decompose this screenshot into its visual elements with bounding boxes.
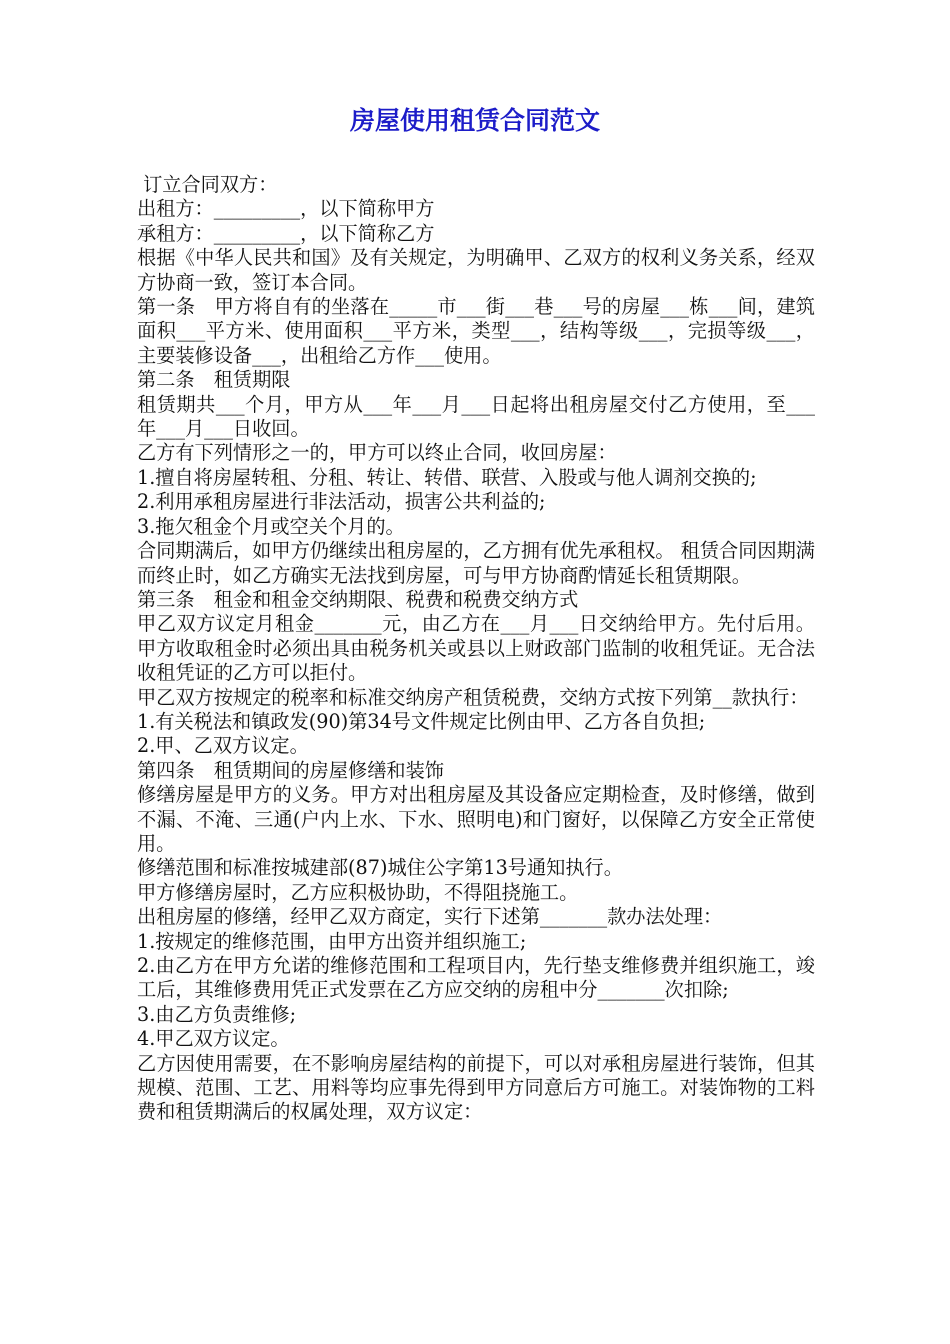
contract-paragraph: 3.由乙方负责维修; (137, 1002, 297, 1026)
contract-paragraph: 出租房屋的修缮，经甲乙双方商定，实行下述第_______款办法处理： (137, 905, 723, 929)
contract-paragraph: 甲方修缮房屋时，乙方应积极协助，不得阻挠施工。 (137, 880, 579, 904)
contract-paragraph: 合同期满后，如甲方仍继续出租房屋的，乙方拥有优先承租权。 租赁合同因期满而终止时，如乙方确实无法找到房屋，可与甲方协商酌情延长租赁期限。 (137, 539, 815, 587)
contract-paragraph: 订立合同双方： (137, 173, 278, 196)
document-title: 房屋使用租赁合同范文 (349, 106, 600, 135)
contract-paragraph: 修缮范围和标准按城建部(87)城住公字第13号通知执行。 (137, 856, 623, 880)
contract-paragraph: 第一条 甲方将自有的坐落在_____市___街___巷___号的房屋___栋___间，建筑面积___平方米、使用面积___平方米，类型___，结构等级___，完损等级___，主要装修设备___，出租给乙方作___使用。 (137, 295, 815, 367)
contract-paragraph: 1.按规定的维修范围，由甲方出资并组织施工; (137, 929, 527, 953)
contract-paragraph: 乙方有下列情形之一的，甲方可以终止合同，收回房屋： (137, 441, 617, 465)
contract-paragraph: 修缮房屋是甲方的义务。甲方对出租房屋及其设备应定期检查，及时修缮，做到不漏、不淹、三通(户内上水、下水、照明电)和门窗好，以保障乙方安全正常使用。 (137, 783, 815, 855)
contract-paragraph: 承租方：_________，以下简称乙方 (137, 221, 435, 245)
contract-paragraph: 第四条 租赁期间的房屋修缮和装饰 (137, 758, 444, 782)
contract-paragraph: 乙方因使用需要，在不影响房屋结构的前提下，可以对承租房屋进行装饰，但其规模、范围、工艺、用料等均应事先得到甲方同意后方可施工。对装饰物的工料费和租赁期满后的权属处理，双方议定： (137, 1051, 815, 1124)
contract-paragraph: 第三条 租金和租金交纳期限、税费和税费交纳方式 (137, 587, 579, 611)
contract-paragraph: 2.由乙方在甲方允诺的维修范围和工程项目内，先行垫支维修费并组织施工，竣工后，其维修费用凭正式发票在乙方应交纳的房租中分_______次扣除; (137, 954, 815, 1002)
contract-paragraph: 甲乙双方议定月租金_______元，由乙方在___月___日交纳给甲方。先付后用。甲方收取租金时必须出具由税务机关或县以上财政部门监制的收租凭证。无合法收租凭证的乙方可以拒付。 (137, 612, 815, 685)
contract-paragraph: 1.擅自将房屋转租、分租、转让、转借、联营、入股或与他人调剂交换的; (137, 465, 757, 489)
contract-paragraph: 2.利用承租房屋进行非法活动，损害公共利益的; (137, 490, 546, 514)
contract-paragraph: 2.甲、乙双方议定。 (137, 734, 309, 758)
contract-paragraph: 4.甲乙双方议定。 (137, 1027, 290, 1051)
document-body (137, 173, 815, 1125)
contract-paragraph: 3.拖欠租金个月或空关个月的。 (137, 514, 405, 538)
contract-paragraph: 租赁期共___个月，甲方从___年___月___日起将出租房屋交付乙方使用，至___年___月___日收回。 (137, 392, 815, 441)
contract-paragraph: 出租方：_________，以下简称甲方 (137, 197, 435, 221)
contract-paragraph: 1.有关税法和镇政发(90)第34号文件规定比例由甲、乙方各自负担; (137, 709, 706, 733)
contract-paragraph: 根据《中华人民共和国》及有关规定，为明确甲、乙双方的权利义务关系，经双方协商一致，签订本合同。 (137, 246, 815, 294)
contract-paragraph: 第二条 租赁期限 (137, 368, 291, 392)
contract-paragraph: 甲乙双方按规定的税率和标准交纳房产租赁税费，交纳方式按下列第__款执行： (137, 685, 809, 709)
